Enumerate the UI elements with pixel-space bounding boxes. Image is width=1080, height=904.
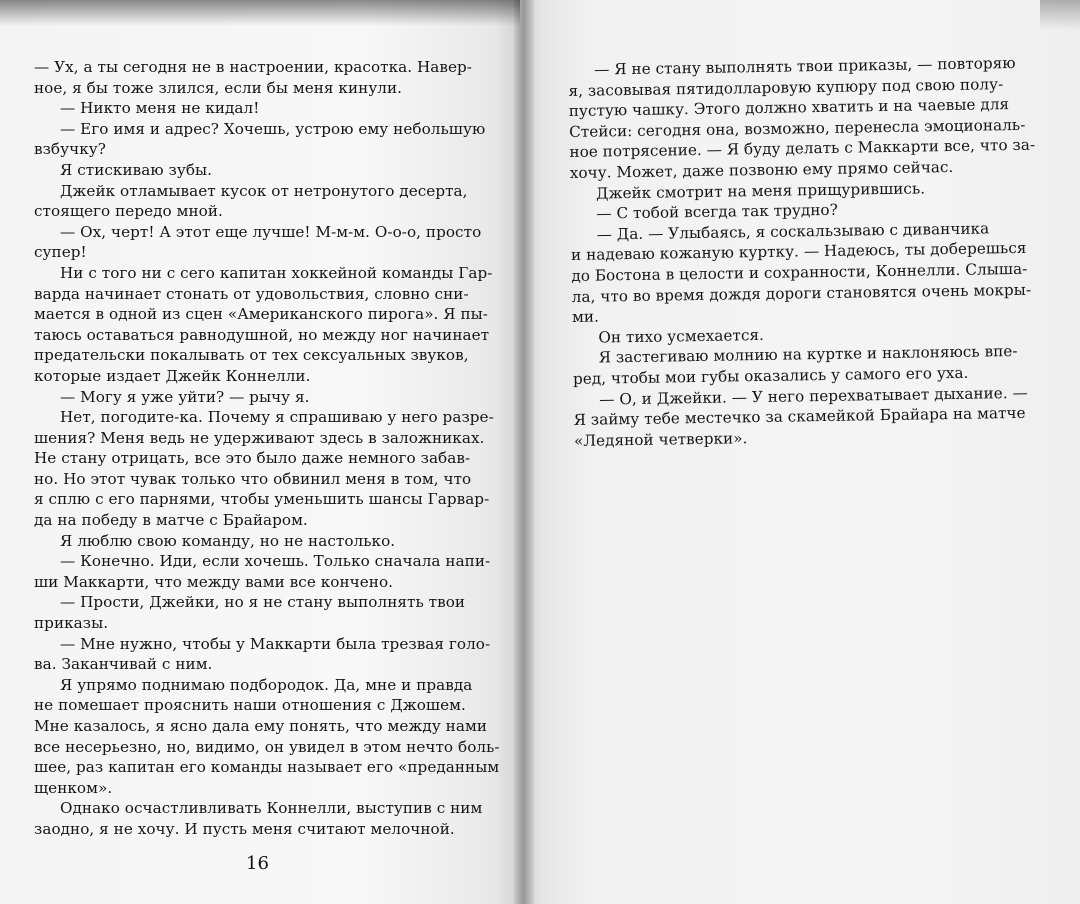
text-line: — Да. — Улыбаясь, я соскальзываю с диванчика — [596, 219, 990, 244]
text-line: — О, и Джейки. — У него перехватывает дыхание. — — [599, 383, 1028, 409]
text-line: щенком». — [34, 778, 113, 797]
right-page — [520, 0, 1080, 904]
top-edge-shadow — [0, 0, 520, 26]
text-line: я сплю с его парнями, чтобы уменьшить шансы Гарвар- — [34, 490, 490, 509]
text-line: и надеваю кожаную куртку. — Надеюсь, ты доберешься — [570, 239, 1027, 265]
text-line: приказы. — [34, 614, 109, 633]
text-line: хочу. Может, даже позвоню ему прямо сейчас. — [569, 157, 954, 182]
text-line: таюсь оставаться равнодушной, но между ног начинает — [34, 325, 490, 344]
left-page-text — [34, 57, 500, 840]
text-line: предательски покалывать от тех сексуальных звуков, — [34, 346, 469, 365]
text-line: Однако осчастливливать Коннелли, выступив с ним — [60, 799, 483, 818]
text-line: Он тихо усмехается. — [598, 325, 765, 347]
text-line: Стейси: сегодня она, возможно, перенесла эмоциональ- — [568, 115, 1026, 141]
right-page-text — [568, 52, 1052, 451]
text-line: ми. — [571, 307, 600, 327]
text-line: — С тобой всегда так трудно? — [596, 200, 839, 223]
text-line: до Бостона в целости и сохранности, Коннелли. Слыша- — [571, 259, 1028, 285]
text-line: Ни с того ни с сего капитан хоккейной команды Гар- — [60, 263, 493, 282]
text-line: — Его имя и адрес? Хочешь, устрою ему небольшую — [60, 119, 486, 138]
text-line: варда начинает стонать от удовольствия, словно сни- — [34, 284, 469, 303]
text-line: Мне казалось, я ясно дала ему понять, что между нами — [34, 717, 487, 735]
text-line: ла, что во время дождя дороги становятся очень мокры- — [571, 280, 1032, 306]
text-line: шения? Меня ведь не удерживают здесь в заложниках. — [34, 428, 485, 447]
top-edge-shadow-right — [1040, 0, 1080, 30]
text-line: Я упрямо поднимаю подбородок. Да, мне и правда — [60, 675, 473, 694]
text-line: Я займу тебе местечко за скамейкой Брайара на матче — [573, 403, 1026, 430]
text-line: стоящего передо мной. — [34, 202, 223, 221]
text-line: — Ух, а ты сегодня не в настроении, красотка. Навер- — [34, 58, 472, 76]
text-line: Нет, погодите-ка. Почему я спрашиваю у него разре- — [60, 408, 494, 427]
text-line: — Конечно. Иди, если хочешь. Только сначала напи- — [60, 552, 491, 571]
text-line: «Ледяной четверки». — [573, 428, 748, 450]
text-line: ред, чтобы мои губы оказались у самого его уха. — [572, 363, 969, 388]
text-line: Я застегиваю молнию на куртке и наклоняюсь впе- — [598, 342, 1018, 367]
left-page — [0, 0, 520, 904]
text-line: супер! — [34, 243, 87, 262]
text-line: Я стискиваю зубы. — [60, 160, 213, 179]
text-line: Джейк отламывает кусок от нетронутого десерта, — [60, 181, 468, 200]
text-line: ное, я бы тоже злился, если бы меня кинули. — [34, 78, 403, 97]
text-line: — Ох, черт! А этот еще лучше! М-м-м. О-о-о, просто — [60, 222, 482, 241]
text-line: Джейк смотрит на меня прищурившись. — [595, 178, 926, 203]
text-line: Я люблю свою команду, но не настолько. — [60, 531, 396, 550]
text-line: пустую чашку. Этого должно хватить и на чаевые для — [568, 95, 1010, 121]
text-line: — Я не стану выполнять твои приказы, — повторяю — [594, 53, 1016, 79]
text-line: ши Маккарти, что между вами все кончено. — [34, 572, 394, 591]
text-line: все несерьезно, но, видимо, он увидел в этом нечто боль- — [34, 737, 500, 756]
text-line: которые издает Джейк Коннелли. — [34, 366, 311, 385]
text-line: я, засовывая пятидолларовую купюру под свою полу- — [568, 74, 1004, 100]
text-line: мается в одной из сцен «Американского пирога». Я пы- — [34, 305, 488, 324]
text-line: не помешает прояснить наши отношения с Джошем. — [34, 696, 466, 715]
text-line: но. Но этот чувак только что обвинил меня в том, что — [34, 469, 472, 488]
text-line: да на победу в матче с Брайаром. — [34, 511, 308, 530]
text-line: взбучку? — [34, 140, 106, 159]
text-line: ва. Заканчивай с ним. — [34, 655, 213, 674]
page-number: 16 — [246, 853, 269, 874]
text-line: — Мне нужно, чтобы у Маккарти была трезвая голо- — [60, 634, 491, 653]
text-line: ное потрясение. — Я буду делать с Маккарти все, что за- — [569, 136, 1036, 162]
text-line: — Прости, Джейки, но я не стану выполнять твои — [60, 593, 466, 612]
text-line: заодно, я не хочу. И пусть меня считают мелочной. — [34, 819, 455, 838]
text-line: шее, раз капитан его команды называет его «преданным — [34, 758, 500, 777]
text-line: — Могу я уже уйти? — рычу я. — [60, 387, 310, 406]
text-line: — Никто меня не кидал! — [60, 99, 260, 118]
text-line: Не стану отрицать, все это было даже немного забав- — [34, 449, 471, 468]
